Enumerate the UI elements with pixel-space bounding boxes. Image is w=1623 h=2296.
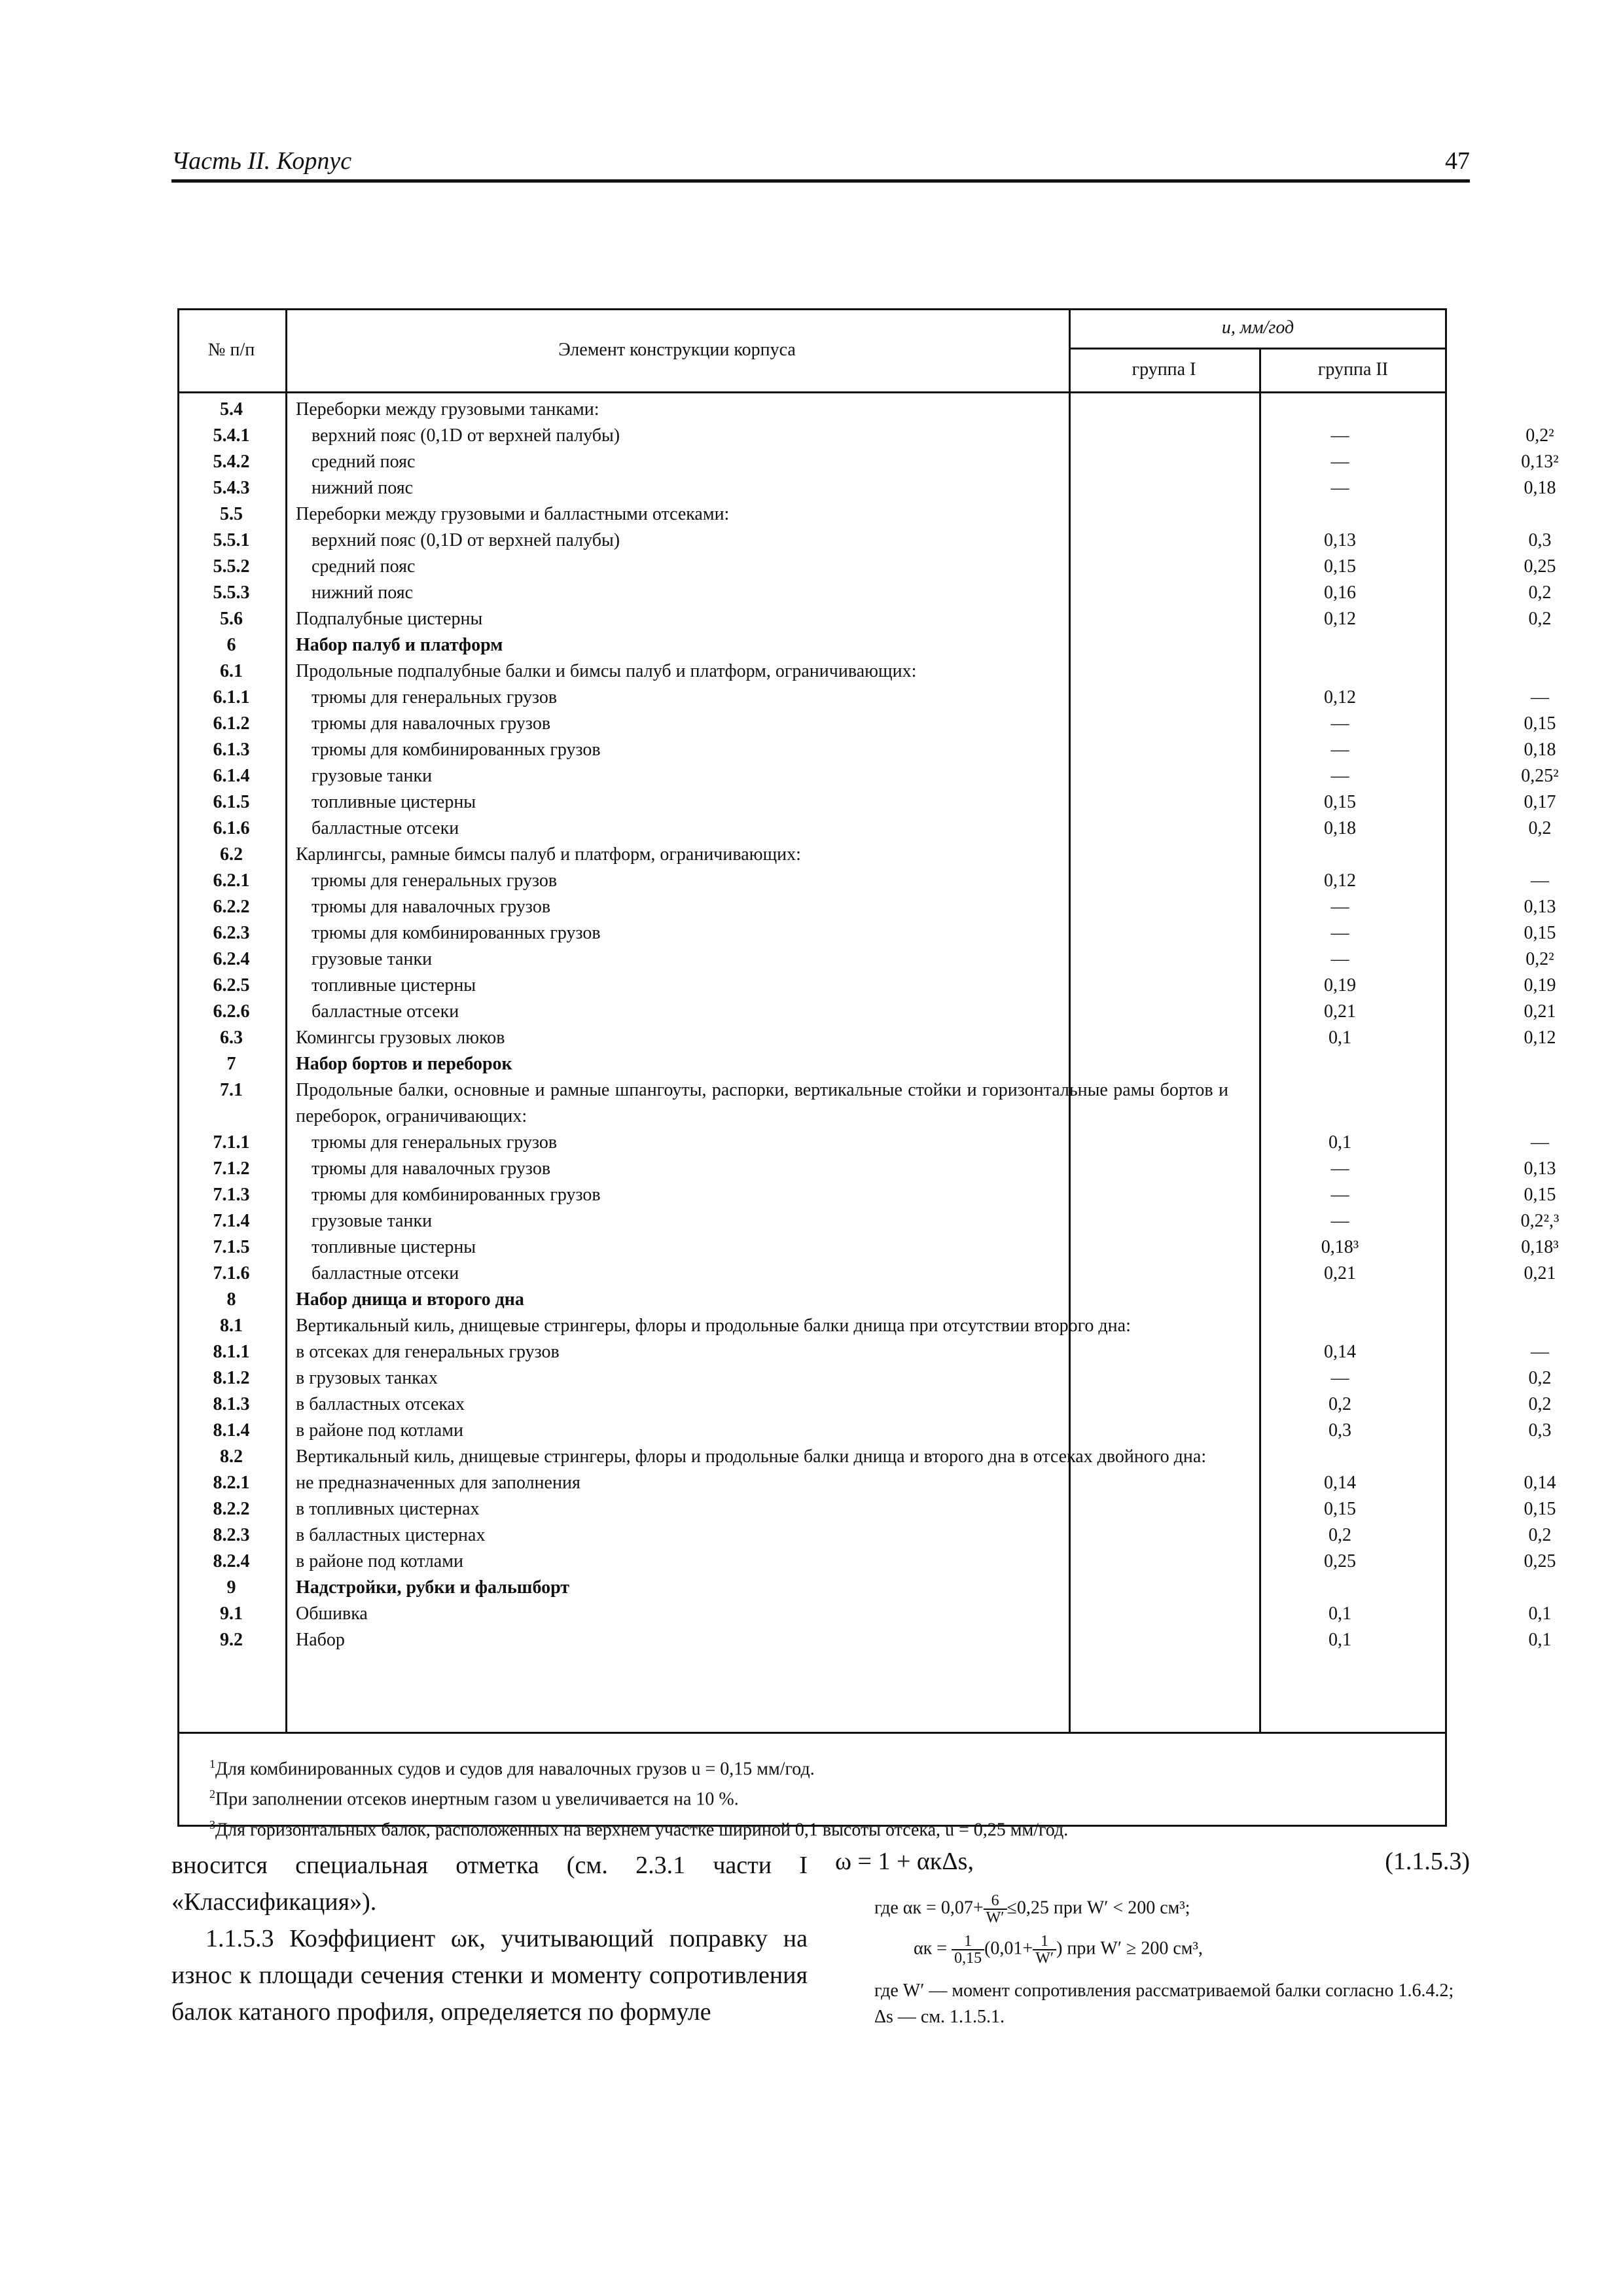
row-number: 5.5.3 (213, 583, 250, 603)
row-number: 5.5 (220, 504, 243, 524)
row-number: 8.1.4 (213, 1420, 250, 1441)
row-number: 8.2 (220, 1446, 243, 1467)
table-row (177, 685, 1549, 711)
row-element: трюмы для комбинированных грузов (312, 740, 601, 760)
row-element: трюмы для навалочных грузов (312, 897, 551, 917)
table-row (177, 1051, 1447, 1077)
row-group2-value: 0,18 (1524, 478, 1556, 498)
table-row (177, 973, 1556, 999)
row-number: 6.2.3 (213, 923, 250, 943)
row-number: 6.2.2 (213, 897, 250, 917)
row-number: 8.1.1 (213, 1342, 250, 1362)
row-group2-value: 0,2 (1528, 1394, 1552, 1414)
row-number: 7.1.5 (213, 1237, 250, 1257)
row-number: 5.5.2 (213, 556, 250, 577)
header-u: u, мм/год (1221, 317, 1294, 338)
row-element: трюмы для навалочных грузов (312, 1158, 551, 1179)
table-row (177, 1575, 1447, 1601)
row-number: 8.2.4 (213, 1551, 250, 1571)
row-number: 7.1.2 (213, 1158, 250, 1179)
formula-number: (1.1.5.3) (1385, 1848, 1470, 1875)
row-element: балластные отсеки (312, 1263, 459, 1283)
row-element: в грузовых танках (296, 1368, 438, 1388)
table-row (177, 946, 1554, 973)
row-number: 8 (226, 1289, 236, 1310)
table-row (177, 1234, 1559, 1261)
row-element: трюмы для комбинированных грузов (312, 923, 601, 943)
row-number: 7.1.1 (213, 1132, 250, 1153)
row-number: 9.1 (220, 1604, 243, 1624)
row-group1-value: 0,12 (1324, 870, 1356, 891)
row-element: Надстройки, рубки и фальшборт (296, 1577, 570, 1598)
row-group2-value: 0,19 (1524, 975, 1556, 996)
row-element: топливные цистерны (312, 975, 476, 996)
paragraph: вносится специальная отметка (см. 2.3.1 части I «Классификация»). (171, 1852, 808, 1916)
row-number: 6.2.6 (213, 1001, 250, 1022)
row-group2-value: 0,2 (1528, 1525, 1552, 1545)
row-element: верхний пояс (0,1D от верхней палубы) (312, 530, 620, 550)
table-row (177, 1627, 1552, 1653)
row-group1-value: — (1330, 1158, 1349, 1179)
row-group1-value: — (1330, 425, 1349, 446)
row-group1-value: 0,19 (1324, 975, 1356, 996)
row-element: трюмы для комбинированных грузов (312, 1185, 601, 1205)
row-group1-value: — (1330, 478, 1349, 498)
row-element: топливные цистерны (312, 1237, 476, 1257)
row-group1-value: — (1330, 713, 1349, 734)
row-number: 5.5.1 (213, 530, 250, 550)
header-element: Элемент конструкции корпуса (558, 339, 796, 360)
row-group1-value: 0,12 (1324, 609, 1356, 629)
row-group2-value: 0,15 (1524, 1185, 1556, 1205)
table-row (177, 920, 1556, 946)
header-num: № п/п (207, 339, 255, 360)
row-group1-value: — (1330, 897, 1349, 917)
table-row (177, 1522, 1552, 1549)
row-element: трюмы для навалочных грузов (312, 713, 551, 734)
row-number: 6.1.3 (213, 740, 250, 760)
row-number: 6.1.1 (213, 687, 250, 708)
row-group2-value: — (1531, 870, 1549, 891)
row-element: нижний пояс (312, 583, 414, 603)
row-number: 9 (226, 1577, 236, 1598)
footnote: $^1$Для комбинированных судов и судов для навалочных грузов u = 0,15 мм/год. (209, 1757, 815, 1780)
row-element: Обшивка (296, 1604, 368, 1624)
table-row (177, 763, 1559, 789)
row-group1-value: 0,14 (1324, 1342, 1356, 1362)
row-group1-value: 0,18 (1324, 818, 1356, 838)
table-footnotes (209, 1751, 1427, 1842)
row-group2-value: 0,1 (1528, 1604, 1552, 1624)
row-number: 7 (226, 1054, 236, 1074)
row-element: балластные отсеки (312, 818, 459, 838)
row-number: 7.1.6 (213, 1263, 250, 1283)
row-group1-value: — (1330, 766, 1349, 786)
row-group1-value: 0,12 (1324, 687, 1356, 708)
row-number: 6.2 (220, 844, 243, 865)
table-row (177, 1130, 1549, 1156)
row-group1-value: — (1330, 949, 1349, 969)
table-row (177, 737, 1556, 763)
row-element: в отсеках для генеральных грузов (296, 1342, 560, 1362)
row-element: трюмы для генеральных грузов (312, 687, 558, 708)
table-row (177, 1444, 1447, 1470)
body-right-column (835, 1847, 1470, 2030)
row-group2-value: — (1531, 687, 1549, 708)
row-element: Набор днища и второго дна (296, 1289, 524, 1310)
row-number: 8.1.3 (213, 1394, 250, 1414)
body-left-column (171, 1847, 808, 2030)
table-row (177, 501, 1447, 528)
row-group2-value: 0,15 (1524, 713, 1556, 734)
row-group1-value: — (1330, 740, 1349, 760)
row-number: 7.1.3 (213, 1185, 250, 1205)
table-row (177, 1339, 1549, 1365)
row-group2-value: 0,1 (1528, 1630, 1552, 1650)
row-group1-value: — (1330, 923, 1349, 943)
row-element: в районе под котлами (296, 1420, 463, 1441)
table-row (177, 894, 1556, 920)
row-element: Вертикальный киль, днищевые стрингеры, флоры и продольные балки днища при отсутствии второго дна: (296, 1316, 1131, 1336)
row-element: в балластных цистернах (296, 1525, 486, 1545)
row-group1-value: 0,16 (1324, 583, 1356, 603)
row-element: трюмы для генеральных грузов (312, 870, 558, 891)
row-number: 7.1.4 (213, 1211, 250, 1231)
row-group2-value: 0,2 (1528, 818, 1552, 838)
header-group1: группа I (1132, 359, 1196, 380)
definition-w: где W′ — момент сопротивления рассматриваемой балки согласно 1.6.4.2; (874, 1981, 1454, 2001)
row-number: 6.1.4 (213, 766, 250, 786)
row-group2-value: 0,2 (1528, 609, 1552, 629)
table-row (177, 475, 1556, 501)
header-bottom-line (177, 391, 1447, 393)
table-row (177, 789, 1556, 816)
table-row (177, 816, 1552, 842)
row-group1-value: 0,21 (1324, 1263, 1356, 1283)
row-number: 8.2.2 (213, 1499, 250, 1519)
row-element: Набор бортов и переборок (296, 1054, 512, 1074)
row-number: 5.4.3 (213, 478, 250, 498)
table-row (177, 1601, 1552, 1627)
definition-ds: Δs — см. 1.1.5.1. (874, 2007, 1005, 2027)
table-row (177, 423, 1554, 449)
row-number: 5.4.1 (213, 425, 250, 446)
row-group2-value: 0,21 (1524, 1001, 1556, 1022)
table-row (177, 1496, 1556, 1522)
row-group1-value: 0,3 (1329, 1420, 1351, 1441)
table-row (177, 1208, 1560, 1234)
row-element: Комингсы грузовых люков (296, 1028, 505, 1048)
row-number: 5.4.2 (213, 452, 250, 472)
row-group1-value: 0,21 (1324, 1001, 1356, 1022)
row-group2-value: 0,15 (1524, 923, 1556, 943)
table-row (177, 1077, 1447, 1130)
row-group2-value: 0,25 (1524, 1551, 1556, 1571)
table-body (177, 397, 1560, 1653)
row-group1-value: 0,14 (1324, 1473, 1356, 1493)
row-number: 7.1 (220, 1080, 243, 1100)
row-element: топливные цистерны (312, 792, 476, 812)
row-number: 8.2.1 (213, 1473, 250, 1493)
table-row (177, 1391, 1552, 1418)
table-row (177, 606, 1552, 632)
row-group2-value: 0,25 (1524, 556, 1556, 577)
formula-where-2: αк = $\frac{1}{0,15}$ (0,01+ $\frac{1}{W'}$ ) при W′ ≥ 200 см³, (914, 1933, 1203, 1967)
row-element: Переборки между грузовыми и балластными отсеками: (296, 504, 730, 524)
row-number: 6.1.5 (213, 792, 250, 812)
row-group2-value: — (1531, 1132, 1549, 1153)
row-element: грузовые танки (312, 949, 433, 969)
row-number: 6 (226, 635, 236, 655)
table-row (177, 528, 1552, 554)
table-row (177, 449, 1559, 475)
row-group2-value: 0,2 (1528, 1368, 1552, 1388)
row-element: трюмы для генеральных грузов (312, 1132, 558, 1153)
row-group2-value: 0,3 (1528, 530, 1552, 550)
row-element: не предназначенных для заполнения (296, 1473, 580, 1493)
row-group2-value: 0,13 (1524, 897, 1556, 917)
row-number: 8.1 (220, 1316, 243, 1336)
row-group2-value: 0,21 (1524, 1263, 1556, 1283)
row-element: верхний пояс (0,1D от верхней палубы) (312, 425, 620, 446)
row-element: средний пояс (312, 556, 416, 577)
row-number: 5.4 (220, 399, 243, 420)
row-element: Набор палуб и платформ (296, 635, 503, 655)
row-group1-value: 0,1 (1329, 1028, 1351, 1048)
row-element: в балластных отсеках (296, 1394, 465, 1414)
row-group1-value: 0,25 (1324, 1551, 1356, 1571)
row-group2-value: 0,3 (1528, 1420, 1552, 1441)
row-number: 6.2.1 (213, 870, 250, 891)
row-group2-value: 0,15 (1524, 1499, 1556, 1519)
row-group1-value: 0,15 (1324, 792, 1356, 812)
row-element: грузовые танки (312, 766, 433, 786)
header-group2: группа II (1317, 359, 1389, 380)
row-element: грузовые танки (312, 1211, 433, 1231)
row-number: 6.1.6 (213, 818, 250, 838)
table-row (177, 1313, 1447, 1339)
table-row (177, 1418, 1552, 1444)
table-row (177, 1025, 1556, 1051)
row-element: в топливных цистернах (296, 1499, 480, 1519)
row-element: в районе под котлами (296, 1551, 463, 1571)
row-group1-value: 0,15 (1324, 556, 1356, 577)
row-group2-value: 0,25² (1521, 766, 1559, 786)
row-group1-value: — (1330, 1368, 1349, 1388)
row-group2-value: 0,13² (1521, 452, 1559, 472)
row-number: 6.2.4 (213, 949, 250, 969)
table-row (177, 658, 1447, 685)
table-row (177, 1470, 1556, 1496)
table-row (177, 868, 1549, 894)
row-group1-value: 0,18³ (1321, 1237, 1359, 1257)
row-group2-value: 0,14 (1524, 1473, 1556, 1493)
row-number: 6.2.5 (213, 975, 250, 996)
row-number: 9.2 (220, 1630, 243, 1650)
row-group1-value: 0,15 (1324, 1499, 1356, 1519)
row-element: Продольные балки, основные и рамные шпангоуты, распорки, вертикальные стойки и горизонтальные рамы бортов и переборок, ограничивающих: (296, 1080, 1228, 1126)
row-group2-value: 0,17 (1524, 792, 1556, 812)
row-group2-value: 0,2²,³ (1520, 1211, 1560, 1231)
table-row (177, 580, 1552, 606)
row-number: 6.1 (220, 661, 243, 681)
paragraph: 1.1.5.3 Коэффициент ωк, учитывающий поправку на износ к площади сечения стенки и моменту сопротивления балок катаного профиля, определяется по формуле (171, 1925, 808, 2026)
row-number: 8.2.3 (213, 1525, 250, 1545)
table-row (177, 1156, 1556, 1182)
row-number: 6.3 (220, 1028, 243, 1048)
row-group1-value: — (1330, 1185, 1349, 1205)
row-group1-value: 0,1 (1329, 1604, 1351, 1624)
formula-where-1: где αк = 0,07+ $\frac{6}{W'}$ ≤0,25 при W′ < 200 см³; (874, 1892, 1190, 1926)
row-group2-value: 0,13 (1524, 1158, 1556, 1179)
row-group2-value: 0,12 (1524, 1028, 1556, 1048)
row-element: Карлингсы, рамные бимсы палуб и платформ, ограничивающих: (296, 844, 801, 865)
formula-expression: ω = 1 + αкΔs, (835, 1848, 974, 1875)
row-group2-value: 0,2² (1525, 949, 1554, 969)
formula (835, 1847, 1470, 1884)
table-row (177, 632, 1447, 658)
row-element: Переборки между грузовыми танками: (296, 399, 599, 420)
row-number: 6.1.2 (213, 713, 250, 734)
table-row (177, 999, 1556, 1025)
row-group2-value: 0,2² (1525, 425, 1554, 446)
table-row (177, 842, 1447, 868)
row-number: 8.1.2 (213, 1368, 250, 1388)
row-group1-value: 0,1 (1329, 1630, 1351, 1650)
row-group1-value: 0,1 (1329, 1132, 1351, 1153)
row-element: средний пояс (312, 452, 416, 472)
table-footnote-separator (177, 1732, 1447, 1734)
table-row (177, 1261, 1556, 1287)
table-row (177, 1182, 1556, 1208)
row-group2-value: 0,18³ (1521, 1237, 1559, 1257)
table-row (177, 1549, 1556, 1575)
row-element: Подпалубные цистерны (296, 609, 483, 629)
table-row (177, 1365, 1552, 1391)
row-number: 5.6 (220, 609, 243, 629)
row-group1-value: 0,2 (1329, 1394, 1351, 1414)
row-group2-value: 0,18 (1524, 740, 1556, 760)
table-row (177, 554, 1556, 580)
row-element: Продольные подпалубные балки и бимсы палуб и платформ, ограничивающих: (296, 661, 917, 681)
table-row (177, 1287, 1447, 1313)
footnote: $^3$Для горизонтальных балок, расположенных на верхнем участке шириной 0,1 высоты отсека, u = 0,25 мм/год. (209, 1818, 1069, 1840)
row-group1-value: — (1330, 1211, 1349, 1231)
page-number: 47 (1445, 147, 1470, 175)
row-element: Вертикальный киль, днищевые стрингеры, флоры и продольные балки днища и второго дна в отсеках двойного дна: (296, 1446, 1207, 1467)
row-group1-value: 0,13 (1324, 530, 1356, 550)
row-element: нижний пояс (312, 478, 414, 498)
row-element: Набор (296, 1630, 345, 1650)
table-row (177, 711, 1556, 737)
row-group1-value: 0,2 (1329, 1525, 1351, 1545)
row-group2-value: — (1531, 1342, 1549, 1362)
row-group1-value: — (1330, 452, 1349, 472)
part-title: Часть ΙΙ. Корпус (171, 147, 352, 175)
running-head (171, 147, 1470, 183)
row-group2-value: 0,2 (1528, 583, 1552, 603)
row-element: балластные отсеки (312, 1001, 459, 1022)
table-row (177, 397, 1447, 423)
footnote: $^2$При заполнении отсеков инертным газом u увеличивается на 10 %. (209, 1787, 739, 1810)
